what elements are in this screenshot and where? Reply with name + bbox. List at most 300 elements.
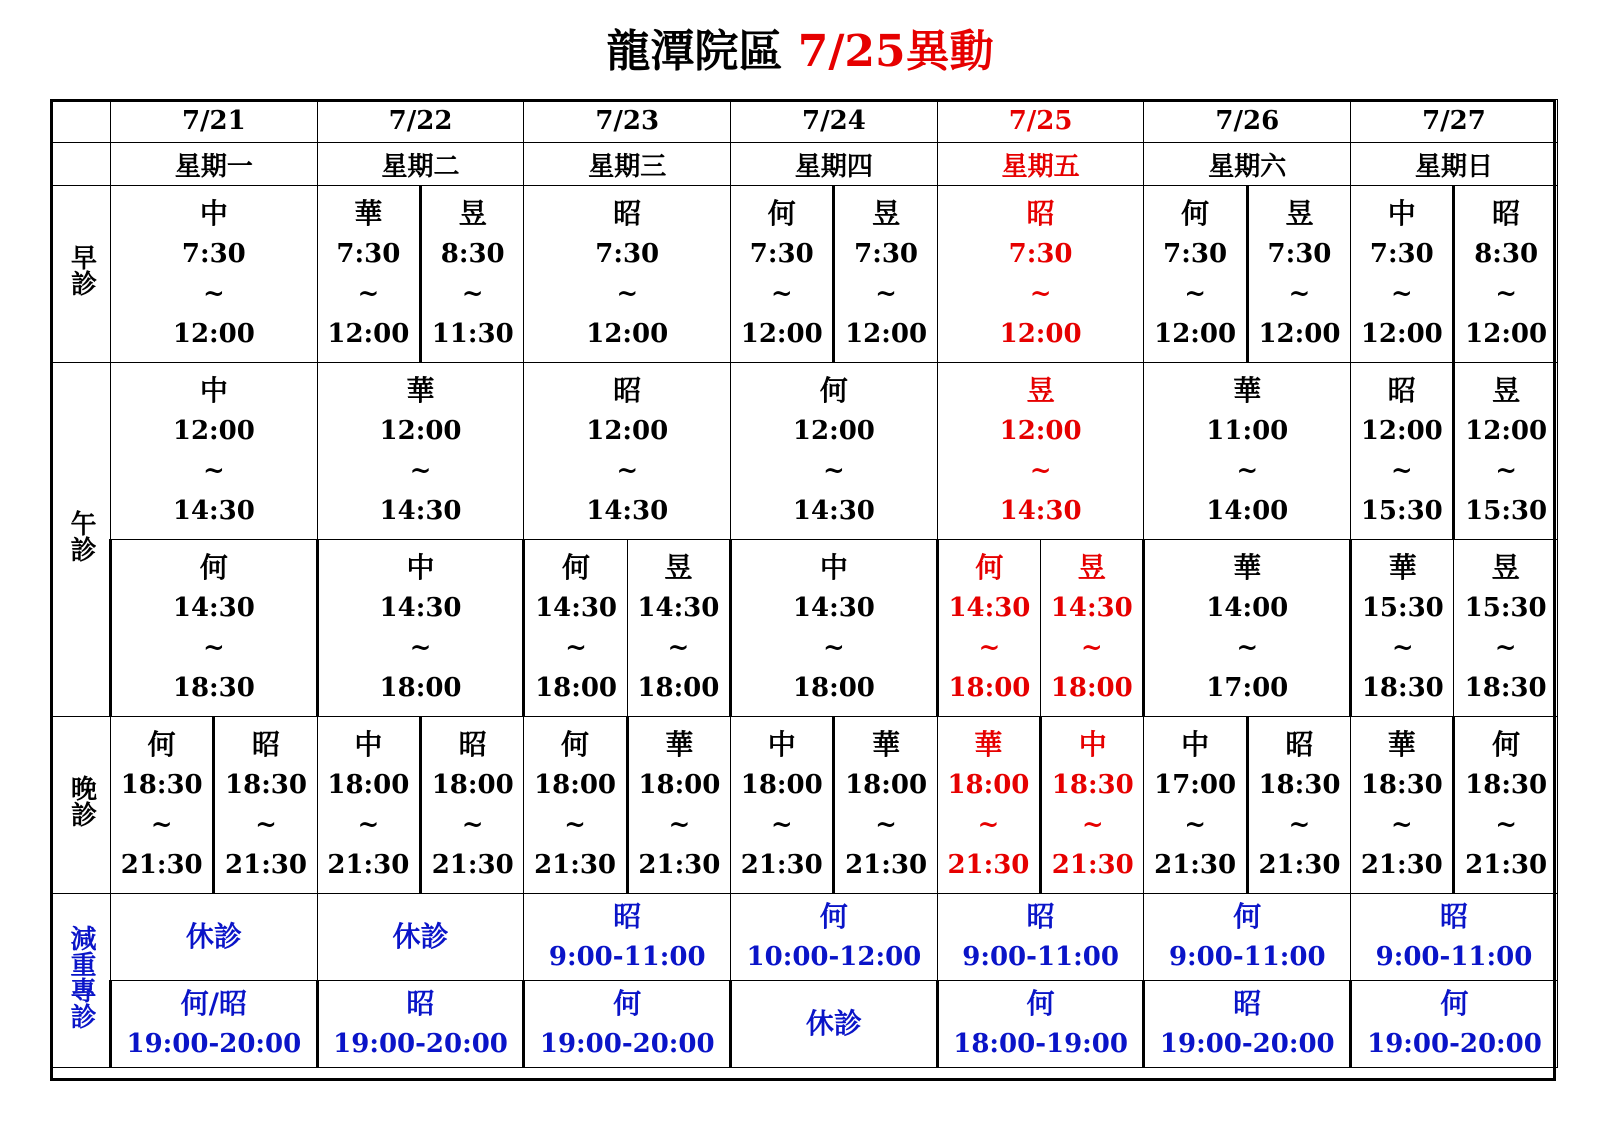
tilde: ~ [202,456,225,486]
tilde: ~ [357,810,380,840]
doctor-name: 昭 [1026,197,1055,230]
weekday-row [52,143,1558,186]
end-time: 18:00 [535,673,618,703]
doctor-name: 華 [406,374,435,407]
doctor-name: 休診 [185,920,242,953]
doctor-name: 昱 [1026,374,1055,407]
start-time: 18:30 [1051,770,1134,800]
doctor-name: 昭 [1233,987,1262,1020]
title-highlight: 7/25異動 [797,26,994,77]
shift-slot [1249,191,1350,357]
start-time: 7:30 [181,239,246,269]
schedule-table [50,99,1558,1068]
weekday-cell: 星期三 [524,143,731,186]
doctor-name: 中 [1181,728,1210,761]
date-cell: 7/26 [1144,100,1351,143]
doctor-name: 何 [562,551,591,584]
shift-slot [318,722,419,888]
shift-slot [1249,722,1350,888]
end-time: 12:00 [1258,319,1341,349]
start-time: 12:00 [586,416,669,446]
weight-loss-slot [732,981,936,1067]
shift-cell [1454,717,1557,894]
time-range: 9:00-11:00 [1168,942,1326,972]
shift-cell [1454,540,1557,717]
tilde: ~ [1288,279,1311,309]
end-time: 15:30 [1465,496,1548,526]
end-time: 14:30 [792,496,875,526]
date-cell: 7/27 [1351,100,1558,143]
doctor-name: 昭 [1492,197,1521,230]
shift-slot [318,368,524,534]
tilde: ~ [875,810,897,840]
shift-slot [1041,545,1142,711]
shift-cell [731,717,834,894]
section-label-text: 早診 [66,244,97,296]
end-time: 12:00 [172,319,255,349]
shift-slot [938,722,1039,888]
weekday-cell: 星期五 [937,143,1144,186]
doctor-name: 中 [406,551,435,584]
doctor-name: 中 [1387,197,1416,230]
time-range: 19:00-20:00 [333,1029,508,1059]
tilde: ~ [616,456,639,486]
weight-loss-slot [938,894,1144,980]
shift-slot [524,191,730,357]
doctor-name: 華 [1387,728,1416,761]
start-time: 7:30 [749,239,814,269]
shift-cell [834,717,937,894]
shift-slot [111,191,317,357]
doctor-name: 昱 [872,197,901,230]
doctor-name: 何 [561,728,590,761]
start-time: 18:30 [1258,770,1341,800]
weight-loss-cell [524,894,731,981]
weight-loss-row-pm [52,981,1558,1068]
weight-loss-cell [937,894,1144,981]
weekday-cell: 星期日 [1351,143,1558,186]
doctor-name: 何 [147,728,176,761]
start-time: 14:00 [1206,593,1289,623]
tilde: ~ [409,633,432,663]
end-time: 17:00 [1206,673,1289,703]
time-range: 9:00-11:00 [962,942,1119,972]
shift-slot [731,722,832,888]
start-time: 14:30 [792,593,875,623]
doctor-name: 何 [819,374,848,407]
weight-loss-cell [111,981,318,1068]
shift-slot [938,191,1144,357]
doctor-name: 昭 [1026,900,1055,933]
tilde: ~ [1029,456,1052,486]
doctor-name: 華 [872,728,901,761]
date-row [52,100,1558,143]
shift-cell [317,363,524,540]
shift-cell [1144,363,1351,540]
doctor-name: 昭 [252,728,281,761]
shift-cell [1144,186,1247,363]
tilde: ~ [565,633,587,663]
start-time: 14:30 [379,593,462,623]
shift-cell [111,540,318,717]
weight-loss-slot [1145,981,1349,1067]
shift-slot [1351,191,1452,357]
shift-cell [111,363,318,540]
doctor-name: 昭 [406,987,435,1020]
shift-cell [1454,186,1557,363]
date-cell: 7/23 [524,100,731,143]
doctor-name: 休診 [392,920,449,953]
tilde: ~ [770,279,793,309]
start-time: 12:00 [999,416,1082,446]
end-time: 21:30 [845,850,928,880]
tilde: ~ [823,633,845,663]
end-time: 14:30 [999,496,1082,526]
tilde: ~ [1288,810,1311,840]
section-label [52,894,111,1068]
doctor-name: 昭 [613,197,642,230]
weight-loss-cell [317,894,524,981]
tilde: ~ [1495,810,1518,840]
shift-cell [1247,717,1350,894]
shift-cell [1144,717,1247,894]
doctor-name: 華 [1233,374,1262,407]
tilde: ~ [564,810,586,840]
doctor-name: 昱 [458,197,487,230]
weight-loss-slot [524,894,730,980]
start-time: 8:30 [1474,239,1539,269]
end-time: 12:00 [1154,319,1237,349]
tilde: ~ [667,633,690,663]
end-time: 18:00 [637,673,720,703]
tilde: ~ [1494,633,1517,663]
shift-slot [524,722,625,888]
time-range: 19:00-20:00 [1367,1029,1542,1059]
tilde: ~ [1495,279,1518,309]
end-time: 11:30 [431,319,514,349]
start-time: 18:00 [431,770,514,800]
doctor-name: 何 [1181,197,1210,230]
tilde: ~ [668,810,691,840]
shift-slot [422,722,523,888]
doctor-name: 華 [354,197,383,230]
doctor-name: 昱 [1285,197,1314,230]
weight-loss-slot [111,894,317,980]
end-time: 18:00 [379,673,462,703]
end-time: 21:30 [1465,850,1548,880]
start-time: 12:00 [1360,416,1443,446]
tilde: ~ [770,810,793,840]
end-time: 18:30 [172,673,255,703]
weight-loss-slot [939,981,1143,1067]
weight-loss-cell [524,981,731,1068]
end-time: 12:00 [999,319,1082,349]
shift-slot [732,545,936,711]
end-time: 18:00 [792,673,875,703]
weight-loss-cell [731,894,938,981]
doctor-name: 中 [199,197,228,230]
start-time: 15:30 [1464,593,1547,623]
shift-slot [628,545,729,711]
start-time: 18:00 [638,770,721,800]
shift-cell [1351,186,1454,363]
tilde: ~ [1391,633,1414,663]
start-time: 18:30 [225,770,307,800]
shift-cell [1351,717,1454,894]
weight-loss-cell [1144,894,1351,981]
end-time: 21:30 [1051,850,1134,880]
weight-loss-slot [525,981,729,1067]
doctor-name: 昱 [1077,551,1106,584]
doctor-name: 昭 [613,374,642,407]
end-time: 21:30 [638,850,721,880]
tilde: ~ [1236,633,1259,663]
shift-slot [1042,722,1143,888]
shift-cell [731,363,938,540]
section-label-text: 午診 [66,509,96,562]
tilde: ~ [875,279,897,309]
shift-slot [1145,545,1349,711]
shift-cell [937,717,1040,894]
start-time: 18:00 [947,770,1030,800]
tilde: ~ [1495,456,1518,486]
end-time: 21:30 [225,850,307,880]
time-range: 19:00-20:00 [1159,1029,1335,1059]
shift-cell [111,186,318,363]
end-time: 21:30 [534,850,617,880]
start-time: 7:30 [1008,239,1073,269]
shift-cell [111,717,214,894]
weight-loss-slot [1352,981,1557,1067]
tilde: ~ [1390,810,1413,840]
shift-cell [731,186,834,363]
shift-slot [525,545,626,711]
doctor-name: 何 [613,987,642,1020]
start-time: 7:30 [336,239,401,269]
weekday-cell: 星期六 [1144,143,1351,186]
tilde: ~ [1029,279,1052,309]
weight-loss-slot [731,894,937,980]
start-time: 14:30 [1050,593,1133,623]
end-time: 14:30 [172,496,255,526]
shift-slot [1455,191,1556,357]
doctor-name: 何 [199,551,228,584]
doctor-name: 何 [1440,987,1469,1020]
shift-slot [1352,545,1453,711]
doctor-name: 昭 [613,900,642,933]
shift-slot [731,368,937,534]
shift-slot [1144,191,1245,357]
page-title [0,22,1600,82]
shift-slot [422,191,523,357]
weight-loss-slot [1144,894,1350,980]
shift-slot [111,368,317,534]
shift-cell [834,186,937,363]
date-cell: 7/24 [731,100,938,143]
weekday-cell: 星期二 [317,143,524,186]
doctor-name: 中 [767,728,796,761]
tilde: ~ [461,279,484,309]
tilde: ~ [409,456,432,486]
doctor-name: 華 [665,728,694,761]
corner-cell [52,100,111,143]
shift-cell [317,186,420,363]
tilde: ~ [823,456,845,486]
shift-slot [835,722,936,888]
shift-cell [1041,540,1144,717]
time-range: 10:00-12:00 [746,942,922,972]
shift-slot [1351,368,1452,534]
doctor-name: 何/昭 [180,987,247,1020]
shift-cell [1247,186,1350,363]
end-time: 21:30 [1154,850,1237,880]
end-time: 12:00 [845,319,928,349]
shift-slot [1454,545,1556,711]
shift-cell [421,186,524,363]
end-time: 21:30 [431,850,514,880]
end-time: 21:30 [327,850,410,880]
weight-loss-cell [111,894,318,981]
shift-cell [1144,540,1351,717]
shift-cell [421,717,524,894]
tilde: ~ [255,810,277,840]
shift-cell [1041,717,1144,894]
end-time: 21:30 [740,850,823,880]
section-label [52,717,111,894]
weight-loss-cell [317,981,524,1068]
tilde: ~ [977,810,1000,840]
time-range: 9:00-11:00 [1375,942,1533,972]
tilde: ~ [1080,633,1103,663]
end-time: 12:00 [740,319,823,349]
doctor-name: 華 [1388,551,1417,584]
end-time: 15:30 [1360,496,1443,526]
shift-cell [937,186,1144,363]
shift-cell [627,717,730,894]
date-cell: 7/22 [317,100,524,143]
tilde: ~ [1184,279,1206,309]
weight-loss-slot [319,981,523,1067]
time-range: 18:00-19:00 [953,1029,1128,1059]
doctor-name: 何 [819,900,848,933]
tilde: ~ [616,279,639,309]
tilde: ~ [1236,456,1259,486]
doctor-name: 中 [819,551,848,584]
end-time: 14:00 [1206,496,1289,526]
shift-slot [1455,368,1556,534]
tilde: ~ [150,810,173,840]
shift-cell [627,540,730,717]
shift-slot [1351,722,1452,888]
end-time: 12:00 [1360,319,1443,349]
afternoon-row-1 [52,363,1558,540]
tilde: ~ [202,279,225,309]
start-time: 14:30 [637,593,720,623]
shift-cell [524,363,731,540]
shift-slot [111,722,212,888]
tilde: ~ [1081,810,1104,840]
start-time: 7:30 [595,239,660,269]
shift-slot [524,368,730,534]
doctor-name: 中 [199,374,228,407]
section-label [52,363,111,717]
tilde: ~ [1184,810,1206,840]
start-time: 14:30 [948,593,1031,623]
start-time: 12:00 [172,416,255,446]
start-time: 18:30 [1465,770,1548,800]
shift-cell [524,717,627,894]
morning-row [52,186,1558,363]
shift-cell [524,186,731,363]
shift-slot [1455,722,1556,888]
weight-loss-cell [731,981,938,1068]
weekday-cell: 星期一 [111,143,318,186]
shift-slot [215,722,316,888]
start-time: 14:30 [535,593,618,623]
weight-loss-slot [112,981,316,1067]
doctor-name: 昱 [664,551,693,584]
start-time: 12:00 [792,416,875,446]
shift-slot [319,545,523,711]
doctor-name: 昱 [1491,551,1520,584]
start-time: 7:30 [1267,239,1332,269]
evening-row [52,717,1558,894]
end-time: 18:00 [948,673,1031,703]
date-cell: 7/21 [111,100,318,143]
shift-slot [1144,368,1350,534]
title-main: 龍潭院區 [606,26,798,77]
shift-cell [1351,363,1454,540]
shift-cell [937,540,1040,717]
shift-slot [112,545,316,711]
end-time: 21:30 [120,850,203,880]
shift-cell [214,717,317,894]
shift-cell [1351,540,1454,717]
shift-slot [835,191,936,357]
doctor-name: 昭 [1387,374,1416,407]
start-time: 7:30 [1369,239,1434,269]
weight-loss-row-am [52,894,1558,981]
section-label-text: 晚診 [66,775,97,827]
start-time: 8:30 [440,239,505,269]
doctor-name: 華 [974,728,1003,761]
shift-slot [938,368,1144,534]
start-time: 18:00 [845,770,928,800]
doctor-name: 中 [1078,728,1107,761]
end-time: 18:30 [1361,673,1444,703]
start-time: 18:00 [534,770,617,800]
weight-loss-cell [937,981,1144,1068]
end-time: 12:00 [1465,319,1548,349]
section-label [52,186,111,363]
shift-cell [317,717,420,894]
shift-cell [937,363,1144,540]
start-time: 15:30 [1361,593,1444,623]
tilde: ~ [357,279,380,309]
shift-slot [731,191,832,357]
corner-cell [52,143,111,186]
doctor-name: 何 [1233,900,1262,933]
time-range: 9:00-11:00 [548,942,706,972]
end-time: 18:00 [1050,673,1133,703]
shift-slot [939,545,1040,711]
start-time: 7:30 [854,239,919,269]
doctor-name: 何 [1026,987,1055,1020]
time-range: 19:00-20:00 [126,1029,302,1059]
end-time: 12:00 [586,319,669,349]
end-time: 14:30 [379,496,462,526]
end-time: 21:30 [947,850,1030,880]
